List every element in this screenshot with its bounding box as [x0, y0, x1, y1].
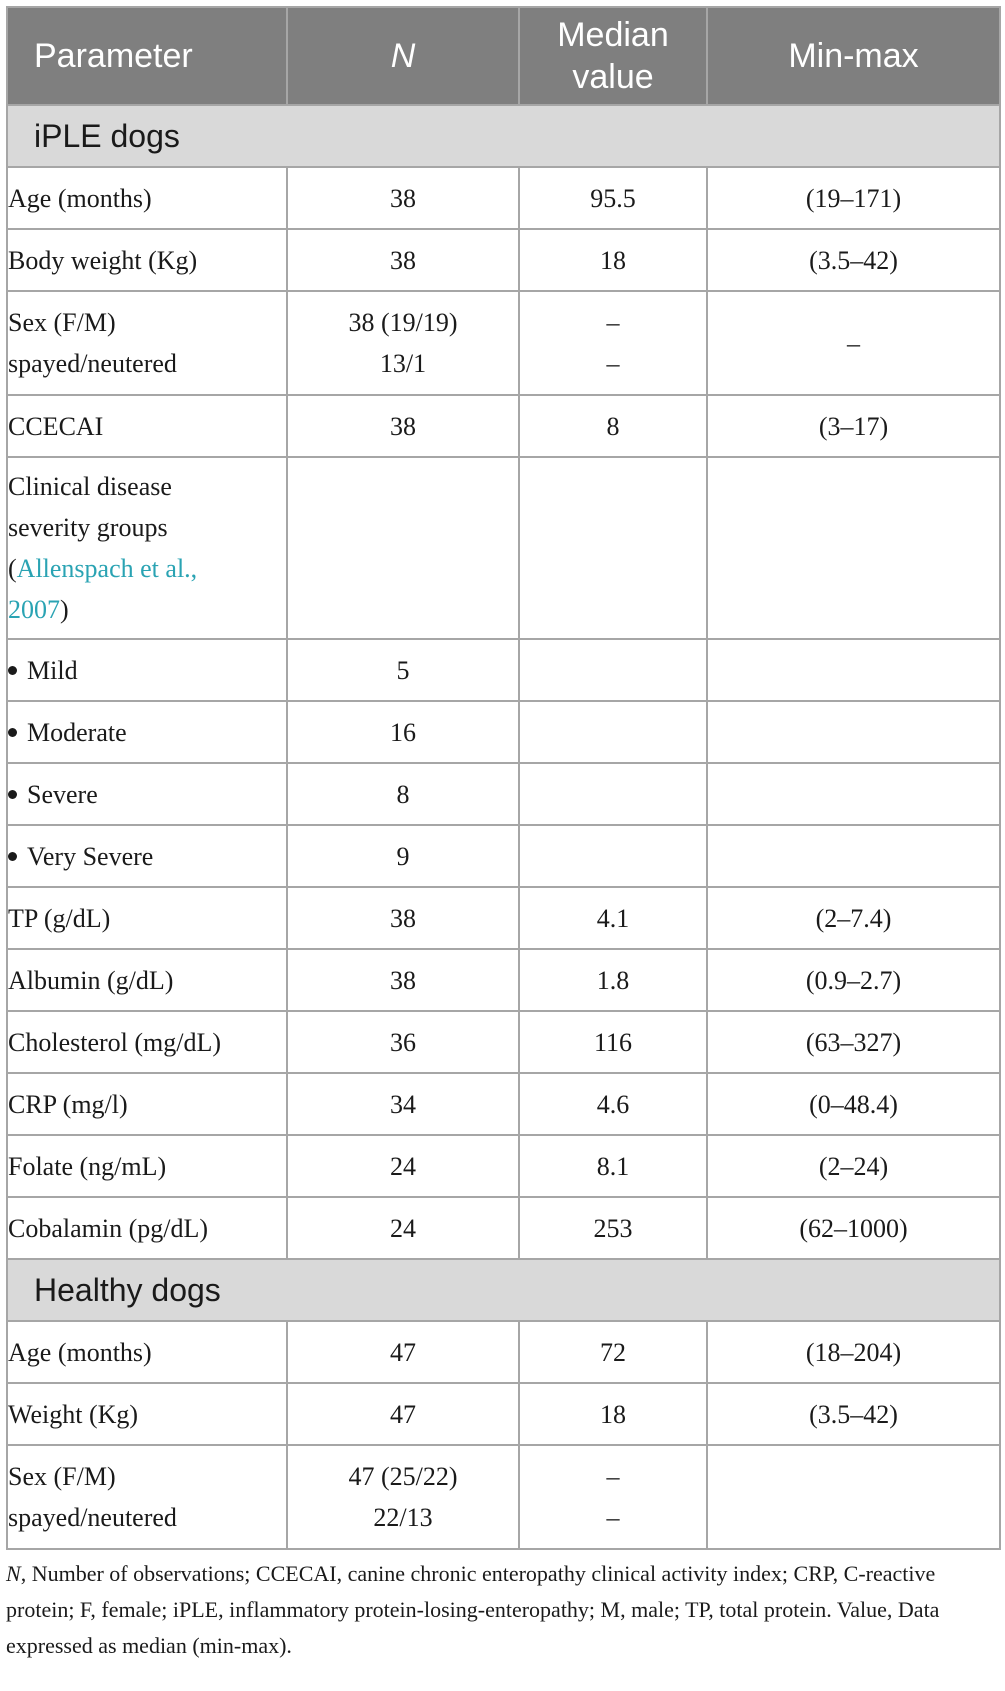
cell-median — [519, 763, 707, 825]
cell-parameter-line2: spayed/neutered — [8, 349, 177, 378]
cell-median — [519, 639, 707, 701]
cell-median: 95.5 — [519, 167, 707, 229]
cell-parameter: Weight (Kg) — [7, 1383, 287, 1445]
cell-range: (2–7.4) — [707, 887, 1000, 949]
cell-range: (0–48.4) — [707, 1073, 1000, 1135]
cell-range: – — [707, 291, 1000, 395]
cell-range — [707, 639, 1000, 701]
bullet-icon — [8, 728, 17, 737]
cell-parameter — [7, 701, 287, 763]
bullet-label: Very Severe — [27, 841, 154, 871]
col-header-median: Median value — [519, 7, 707, 105]
bullet-label: Mild — [27, 655, 78, 685]
table-footnote — [6, 1556, 996, 1664]
cell-parameter: Cobalamin (pg/dL) — [7, 1197, 287, 1259]
cell-parameter: CRP (mg/l) — [7, 1073, 287, 1135]
cell-median: 72 — [519, 1321, 707, 1383]
section-row-iple — [7, 105, 1000, 167]
cell-parameter: CCECAI — [7, 395, 287, 457]
cell-median: 253 — [519, 1197, 707, 1259]
cell-n: 8 — [287, 763, 519, 825]
table-row — [7, 949, 1000, 1011]
cell-n: 9 — [287, 825, 519, 887]
col-header-parameter: Parameter — [7, 7, 287, 105]
cell-range: (18–204) — [707, 1321, 1000, 1383]
footnote-text: , Number of observations; CCECAI, canine chronic enteropathy clinical activity index; CRP, C-reactive protein; F, female; iPLE, inflammatory protein-losing-enteropathy; M, male; TP, total protein. Value, Data expressed as median (min-max). — [6, 1561, 940, 1658]
cell-median-line1: – — [606, 308, 620, 337]
cell-range — [707, 457, 1000, 639]
table-row — [7, 395, 1000, 457]
cell-median: 8.1 — [519, 1135, 707, 1197]
cell-parameter: Age (months) — [7, 1321, 287, 1383]
clinical-line1: Clinical disease — [8, 472, 172, 501]
cell-parameter: TP (g/dL) — [7, 887, 287, 949]
cell-n: 5 — [287, 639, 519, 701]
cell-parameter-line2: spayed/neutered — [8, 1503, 177, 1532]
section-title-healthy: Healthy dogs — [7, 1259, 1000, 1321]
clinical-line2: severity groups — [8, 513, 168, 542]
table-row — [7, 639, 1000, 701]
cell-n: 47 — [287, 1383, 519, 1445]
table-row — [7, 763, 1000, 825]
cell-n — [287, 457, 519, 639]
cell-median: 116 — [519, 1011, 707, 1073]
cell-range — [707, 1445, 1000, 1549]
cell-range: (63–327) — [707, 1011, 1000, 1073]
cell-parameter — [7, 763, 287, 825]
cell-range — [707, 701, 1000, 763]
cell-median: 8 — [519, 395, 707, 457]
cell-range: (3.5–42) — [707, 1383, 1000, 1445]
bullet-label: Severe — [27, 779, 98, 809]
col-header-minmax: Min-max — [707, 7, 1000, 105]
cell-n: 38 — [287, 229, 519, 291]
cell-median-line1: – — [606, 1462, 620, 1491]
cell-median: 18 — [519, 1383, 707, 1445]
citation-link[interactable]: Allenspach et al., — [16, 554, 198, 583]
table-row — [7, 887, 1000, 949]
table-row — [7, 1197, 1000, 1259]
cell-n — [287, 291, 519, 395]
table-row — [7, 825, 1000, 887]
section-title-iple: iPLE dogs — [7, 105, 1000, 167]
cell-median-line2: – — [606, 349, 620, 378]
cell-n: 38 — [287, 395, 519, 457]
cell-n-line2: 13/1 — [379, 349, 427, 378]
section-row-healthy — [7, 1259, 1000, 1321]
cell-parameter — [7, 639, 287, 701]
table-row — [7, 1383, 1000, 1445]
table-row — [7, 1135, 1000, 1197]
open-paren: ( — [8, 554, 17, 583]
cell-range — [707, 763, 1000, 825]
bullet-icon — [8, 852, 17, 861]
cell-n-line1: 47 (25/22) — [348, 1462, 458, 1491]
table-row — [7, 167, 1000, 229]
cell-range: (19–171) — [707, 167, 1000, 229]
cell-parameter: Cholesterol (mg/dL) — [7, 1011, 287, 1073]
table-row — [7, 229, 1000, 291]
cell-median — [519, 825, 707, 887]
cell-parameter — [7, 1445, 287, 1549]
cell-n: 24 — [287, 1197, 519, 1259]
col-header-n: N — [287, 7, 519, 105]
cell-n: 38 — [287, 887, 519, 949]
cell-n: 24 — [287, 1135, 519, 1197]
cell-median: 18 — [519, 229, 707, 291]
cell-parameter — [7, 457, 287, 639]
table-row — [7, 457, 1000, 639]
cell-parameter-line1: Sex (F/M) — [8, 308, 116, 337]
cell-n: 16 — [287, 701, 519, 763]
bullet-icon — [8, 790, 17, 799]
cell-n-line2: 22/13 — [373, 1503, 433, 1532]
cell-parameter: Folate (ng/mL) — [7, 1135, 287, 1197]
cell-range: (3.5–42) — [707, 229, 1000, 291]
table-row — [7, 701, 1000, 763]
table-row — [7, 1011, 1000, 1073]
footnote-n-abbr: N — [6, 1561, 21, 1586]
cell-range: (0.9–2.7) — [707, 949, 1000, 1011]
table-row — [7, 291, 1000, 395]
cell-median — [519, 457, 707, 639]
cell-n — [287, 1445, 519, 1549]
table-row — [7, 1073, 1000, 1135]
clinical-line3 — [8, 548, 286, 589]
cell-median: 4.6 — [519, 1073, 707, 1135]
cell-range: (3–17) — [707, 395, 1000, 457]
cell-parameter: Body weight (Kg) — [7, 229, 287, 291]
cell-parameter: Age (months) — [7, 167, 287, 229]
cell-parameter — [7, 825, 287, 887]
cell-parameter: Albumin (g/dL) — [7, 949, 287, 1011]
cell-parameter — [7, 291, 287, 395]
clinical-line4 — [8, 589, 286, 630]
header-row — [7, 7, 1000, 105]
cell-median-line2: – — [606, 1503, 620, 1532]
data-table-container — [6, 6, 999, 1550]
close-paren: ) — [60, 595, 69, 624]
cell-median — [519, 701, 707, 763]
cell-n: 38 — [287, 949, 519, 1011]
cell-median: 4.1 — [519, 887, 707, 949]
table-row — [7, 1445, 1000, 1549]
cell-range: (62–1000) — [707, 1197, 1000, 1259]
cell-parameter-line1: Sex (F/M) — [8, 1462, 116, 1491]
cell-n: 38 — [287, 167, 519, 229]
cell-n: 36 — [287, 1011, 519, 1073]
cell-range — [707, 825, 1000, 887]
cell-median — [519, 291, 707, 395]
cell-median: 1.8 — [519, 949, 707, 1011]
cell-n: 47 — [287, 1321, 519, 1383]
cell-range: (2–24) — [707, 1135, 1000, 1197]
bullet-label: Moderate — [27, 717, 127, 747]
data-table — [6, 6, 1001, 1550]
citation-link-year[interactable]: 2007 — [8, 595, 60, 624]
cell-n-line1: 38 (19/19) — [348, 308, 458, 337]
bullet-icon — [8, 666, 17, 675]
cell-n: 34 — [287, 1073, 519, 1135]
cell-median — [519, 1445, 707, 1549]
table-row — [7, 1321, 1000, 1383]
